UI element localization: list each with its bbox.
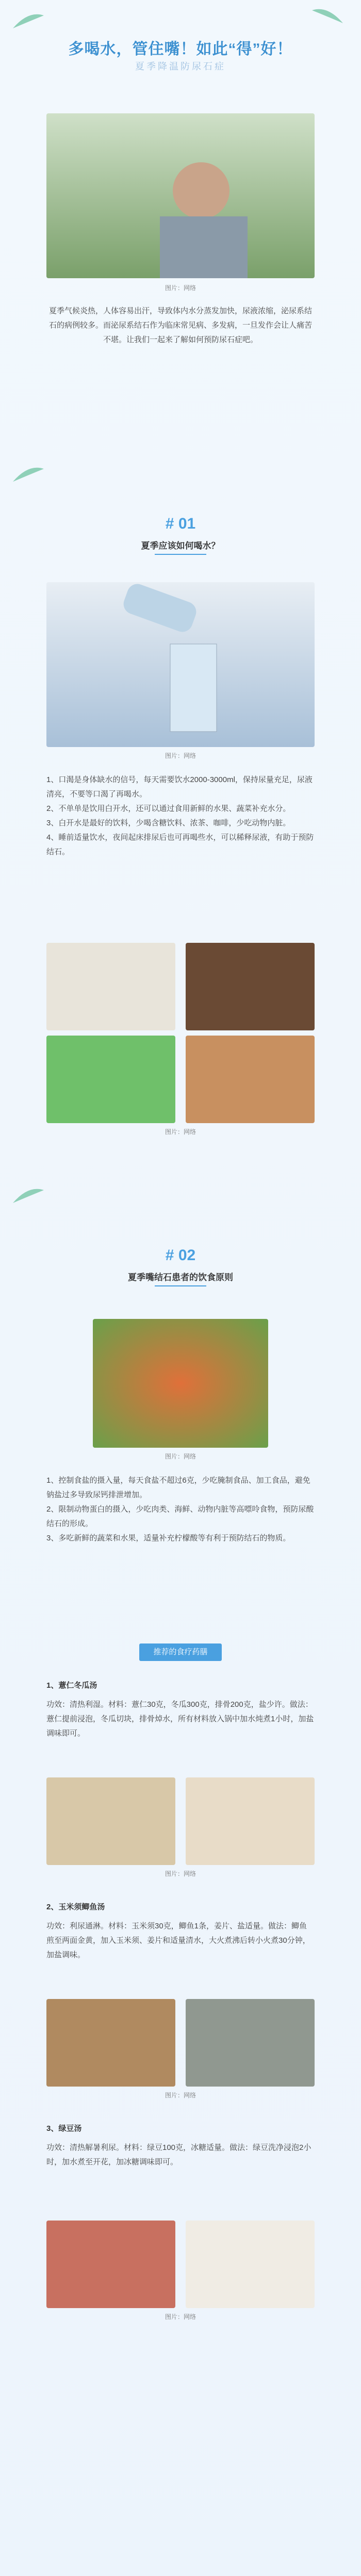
- leaf-decoration-icon: [10, 1185, 46, 1206]
- recipe-photo: [46, 1999, 175, 2087]
- drinks-caption: 图片：网络: [165, 1128, 196, 1136]
- recipe-tag: 推荐的食疗药膳: [139, 1643, 222, 1661]
- water-pour-photo: [46, 582, 315, 747]
- green-drink-photo: [46, 1036, 175, 1123]
- recipe-text: 功效：清热解暑利尿。材料：绿豆100克，冰糖适量。做法：绿豆洗净浸泡2小时，加水煮至开花，加冰糖调味即可。: [46, 2143, 311, 2166]
- vegetables-caption: 图片：网络: [165, 1453, 196, 1460]
- section2-item: 2、限制动物蛋白的摄入，少吃肉类、海鲜、动物内脏等高嘌呤食物，预防尿酸结石的形成。: [46, 1505, 314, 1528]
- section2-item: 1、控制食盐的摄入量，每天食盐不超过6克，少吃腌制食品、加工食品，避免钠盐过多导致尿钙排泄增加。: [46, 1476, 310, 1499]
- milk-bottles-photo: [46, 943, 175, 1030]
- recipe-caption: 图片：网络: [165, 2313, 196, 2320]
- section1-items: [46, 773, 315, 859]
- leaf-decoration-icon: [10, 10, 46, 31]
- section2-items: [46, 1473, 315, 1546]
- recipe-text: 功效：利尿通淋。材料：玉米须30克，鲫鱼1条，姜片、盐适量。做法：鲫鱼煎至两面金黄，加入玉米须、姜片和适量清水，大火煮沸后转小火煮30分钟，加盐调味。: [46, 1922, 310, 1959]
- nuts-photo: [186, 1036, 315, 1123]
- intro-text: 夏季气候炎热，人体容易出汗，导致体内水分蒸发加快，尿液浓缩，泌尿系结石的病例较多。而泌尿系结石作为临床常见病、多发病，一旦发作会让人痛苦不堪。让我们一起来了解如何预防尿石症吧。: [48, 307, 312, 344]
- section2-number: # 02: [165, 1247, 196, 1264]
- recipe-title: 3、绿豆汤: [46, 2124, 82, 2133]
- recipe-text: 功效：清热利湿。材料：薏仁30克，冬瓜300克，排骨200克，盐少许。做法：薏仁提前浸泡，冬瓜切块，排骨焯水，所有材料放入锅中加水炖煮1小时，加盐调味即可。: [46, 1700, 314, 1738]
- intro-caption: 图片：网络: [165, 284, 196, 292]
- page-subtitle: 夏季降温防尿石症: [135, 61, 226, 72]
- section1-number: # 01: [165, 515, 196, 532]
- section1-item: 2、不单单是饮用白开水，还可以通过食用新鲜的水果、蔬菜补充水分。: [46, 804, 291, 813]
- section2-divider: [155, 1285, 206, 1286]
- intro-photo: [46, 113, 315, 278]
- recipe-title: 1、薏仁冬瓜汤: [46, 1681, 97, 1690]
- recipe-photo: [46, 2221, 175, 2308]
- section1-item: 1、口渴是身体缺水的信号，每天需要饮水2000-3000ml，保持尿量充足，尿液清亮，不要等口渴了再喝水。: [46, 775, 313, 799]
- section1-item: 4、睡前适量饮水，夜间起床排尿后也可再喝些水，可以稀释尿液，有助于预防结石。: [46, 833, 314, 856]
- leaf-decoration-icon: [10, 464, 46, 484]
- coffee-photo: [186, 943, 315, 1030]
- leaf-decoration-icon: [309, 5, 346, 26]
- section1-divider: [155, 554, 206, 555]
- section1-item: 3、白开水是最好的饮料，少喝含糖饮料、浓茶、咖啡，少吃动物内脏。: [46, 819, 291, 827]
- section2-item: 3、多吃新鲜的蔬菜和水果，适量补充柠檬酸等有利于预防结石的物质。: [46, 1534, 291, 1543]
- page-title: 多喝水，管住嘴！如此“得”好！: [68, 41, 293, 58]
- water-photo-caption: 图片：网络: [165, 752, 196, 759]
- recipe-photo: [186, 1999, 315, 2087]
- recipe-caption: 图片：网络: [165, 1870, 196, 1877]
- section2-title: 夏季嘴结石患者的饮食原则: [128, 1273, 233, 1282]
- section1-title: 夏季应该如何喝水？: [141, 541, 220, 551]
- vegetables-photo: [93, 1319, 268, 1448]
- recipe-photo: [46, 1777, 175, 1865]
- recipe-caption: 图片：网络: [165, 2092, 196, 2099]
- recipe-photo: [186, 2221, 315, 2308]
- recipe-title: 2、玉米须鲫鱼汤: [46, 1903, 105, 1911]
- recipe-photo: [186, 1777, 315, 1865]
